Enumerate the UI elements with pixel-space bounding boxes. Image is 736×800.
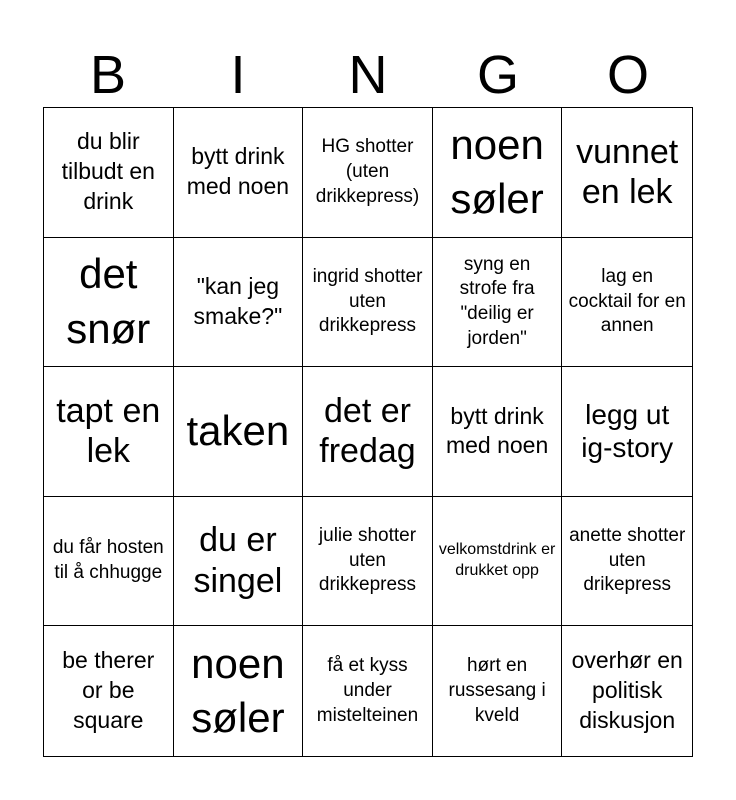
bingo-cell[interactable]: tapt en lek bbox=[44, 367, 174, 497]
bingo-cell[interactable]: du blir tilbudt en drink bbox=[44, 108, 174, 238]
bingo-cell[interactable]: noen søler bbox=[174, 626, 304, 756]
bingo-cell[interactable]: taken bbox=[174, 367, 304, 497]
bingo-cell[interactable]: vunnet en lek bbox=[562, 108, 692, 238]
bingo-cell[interactable]: syng en strofe fra "deilig er jorden" bbox=[433, 238, 563, 368]
bingo-cell[interactable]: ingrid shotter uten drikkepress bbox=[303, 238, 433, 368]
header-letter-n: N bbox=[348, 45, 388, 105]
bingo-cell[interactable]: du får hosten til å chhugge bbox=[44, 497, 174, 627]
bingo-cell[interactable]: bytt drink med noen bbox=[433, 367, 563, 497]
bingo-cell[interactable]: anette shotter uten drikepress bbox=[562, 497, 692, 627]
header-letter-g: G bbox=[476, 45, 519, 105]
bingo-header bbox=[43, 42, 693, 108]
bingo-cell[interactable]: noen søler bbox=[433, 108, 563, 238]
bingo-cell[interactable]: få et kyss under mistelteinen bbox=[303, 626, 433, 756]
bingo-cell[interactable]: du er singel bbox=[174, 497, 304, 627]
bingo-cell[interactable]: legg ut ig-story bbox=[562, 367, 692, 497]
bingo-cell[interactable]: det snør bbox=[44, 238, 174, 368]
bingo-cell[interactable]: hørt en russesang i kveld bbox=[433, 626, 563, 756]
bingo-cell[interactable]: det er fredag bbox=[303, 367, 433, 497]
bingo-cell[interactable]: HG shotter (uten drikkepress) bbox=[303, 108, 433, 238]
bingo-cell[interactable]: julie shotter uten drikkepress bbox=[303, 497, 433, 627]
bingo-cell[interactable]: lag en cocktail for en annen bbox=[562, 238, 692, 368]
bingo-cell[interactable]: overhør en politisk diskusjon bbox=[571, 647, 683, 734]
header-letter-o: O bbox=[606, 45, 649, 105]
header-letter-b: B bbox=[89, 45, 127, 105]
bingo-cell[interactable]: velkomstdrink er drukket opp bbox=[433, 497, 563, 627]
bingo-cell[interactable]: "kan jeg smake?" bbox=[174, 238, 304, 368]
header-letter-i: I bbox=[230, 45, 246, 105]
bingo-board bbox=[43, 107, 693, 757]
bingo-cell[interactable]: be therer or be square bbox=[44, 626, 174, 756]
bingo-cell[interactable]: bytt drink med noen bbox=[174, 108, 304, 238]
